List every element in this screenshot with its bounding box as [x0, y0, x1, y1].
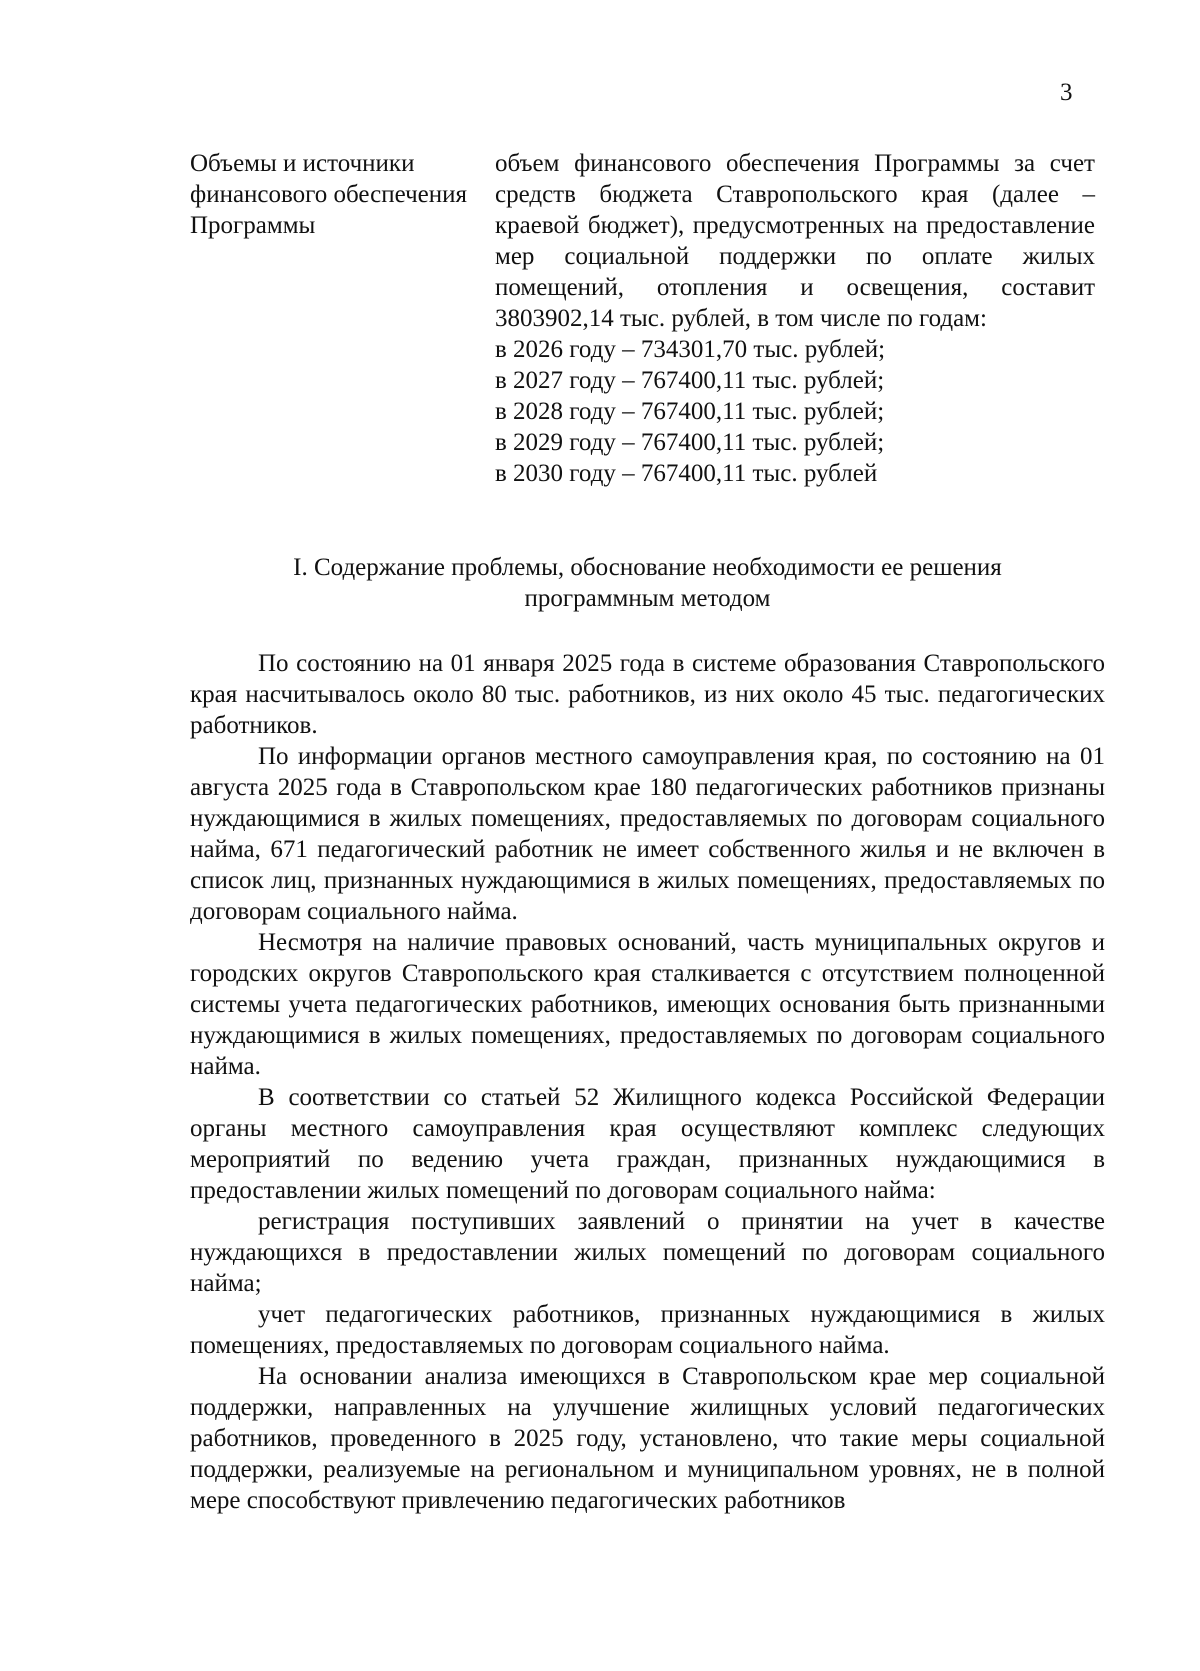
funding-description: объем финансового обеспечения Программы за счет средств бюджета Ставропольского края (далее – краевой бюджет), предусмотренных на предоставление мер социальной поддержки по оплате жилых помещений, отопления и освещения, составит 3803902,14 тыс. рублей, в том числе по годам:	[495, 150, 1095, 332]
section-heading-line: программным методом	[524, 585, 771, 612]
section-heading-line: I. Содержание проблемы, обоснование необходимости ее решения	[293, 554, 1002, 581]
program-passport-row	[190, 148, 1105, 489]
passport-row-label	[190, 148, 495, 489]
funding-year-line: в 2028 году – 767400,11 тыс. рублей;	[495, 398, 885, 425]
page-number: 3	[1060, 79, 1073, 106]
funding-year-line: в 2026 году – 734301,70 тыс. рублей;	[495, 336, 886, 363]
paragraph: регистрация поступивших заявлений о принятии на учет в качестве нуждающихся в предоставлении жилых помещений по договорам социального найма;	[190, 1208, 1105, 1297]
body-text	[190, 648, 1105, 1516]
passport-row-value	[495, 148, 1095, 489]
paragraph: В соответствии со статьей 52 Жилищного кодекса Российской Федерации органы местного самоуправления края осуществляют комплекс следующих мероприятий по ведению учета граждан, признанных нуждающимися в предоставлении жилых помещений по договорам социального найма:	[190, 1084, 1105, 1204]
passport-label-line: финансового обеспечения	[190, 181, 468, 208]
paragraph: На основании анализа имеющихся в Ставропольском крае мер социальной поддержки, направленных на улучшение жилищных условий педагогических работников, проведенного в 2025 году, установлено, что такие меры социальной поддержки, реализуемые на региональном и муниципальном уровнях, не в полной мере способствуют привлечению педагогических работников	[190, 1363, 1105, 1514]
passport-label-line: Программы	[190, 212, 316, 239]
passport-label-line: Объемы и источники	[190, 150, 415, 177]
paragraph: По состоянию на 01 января 2025 года в системе образования Ставропольского края насчитывалось около 80 тыс. работников, из них около 45 тыс. педагогических работников.	[190, 650, 1105, 739]
funding-year-line: в 2030 году – 767400,11 тыс. рублей	[495, 460, 878, 487]
paragraph: учет педагогических работников, признанных нуждающимися в жилых помещениях, предоставляемых по договорам социального найма.	[190, 1301, 1105, 1359]
section-heading	[190, 552, 1105, 614]
funding-year-line: в 2027 году – 767400,11 тыс. рублей;	[495, 367, 885, 394]
funding-year-line: в 2029 году – 767400,11 тыс. рублей;	[495, 429, 885, 456]
paragraph: Несмотря на наличие правовых оснований, часть муниципальных округов и городских округов Ставропольского края сталкивается с отсутствием полноценной системы учета педагогических работников, имеющих основания быть признанными нуждающимися в жилых помещениях, предоставляемых по договорам социального найма.	[190, 929, 1105, 1080]
paragraph: По информации органов местного самоуправления края, по состоянию на 01 августа 2025 года в Ставропольском крае 180 педагогических работников признаны нуждающимися в жилых помещениях, предоставляемых по договорам социального найма, 671 педагогический работник не имеет собственного жилья и не включен в список лиц, признанных нуждающимися в жилых помещениях, предоставляемых по договорам социального найма.	[190, 743, 1105, 925]
